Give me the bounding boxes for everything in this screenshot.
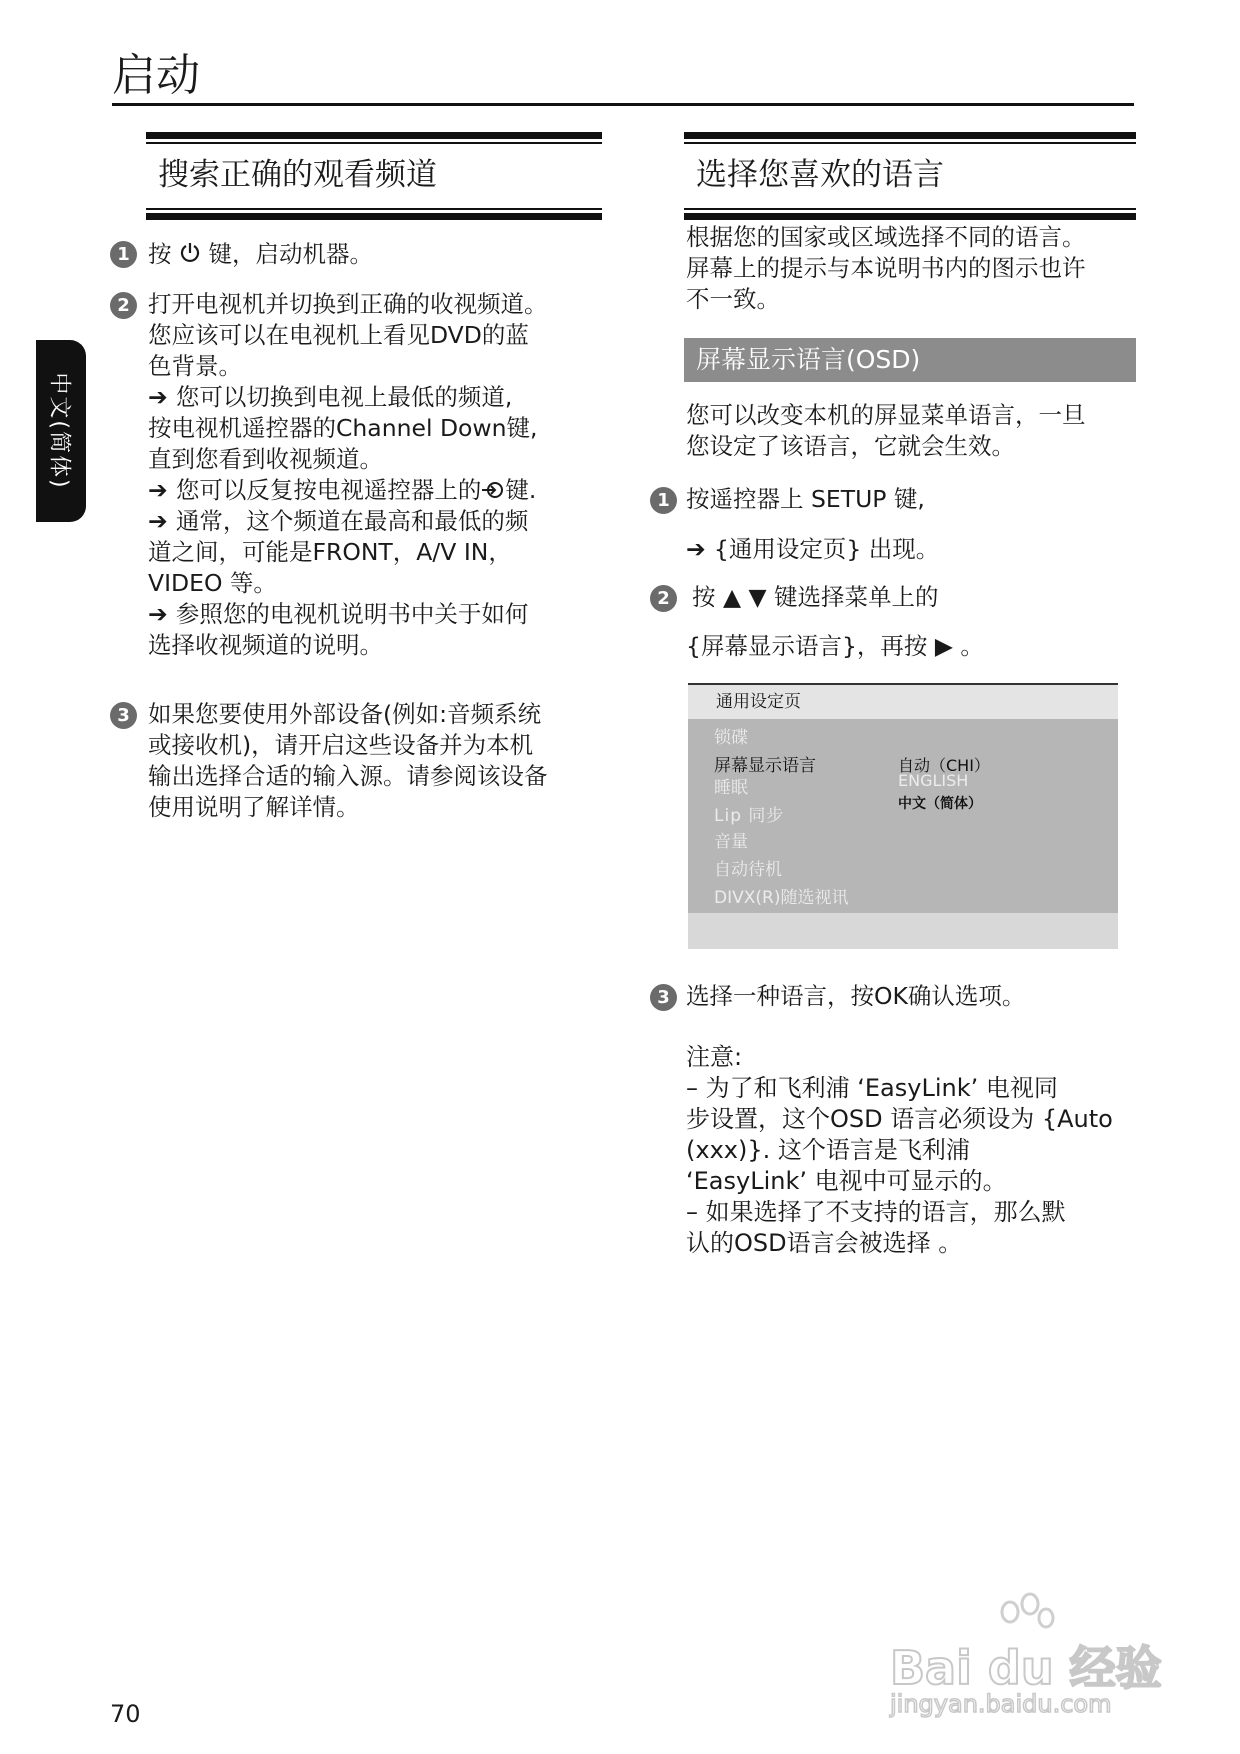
step-number-1: 1 <box>650 487 677 514</box>
language-side-tab-label: 中文(简体) <box>46 372 72 490</box>
title-rule <box>112 103 1134 106</box>
step-number-2: 2 <box>650 585 677 612</box>
language-side-tab <box>36 340 86 522</box>
left-step-2-line: 色背景。 <box>148 352 242 380</box>
note-line: 认的OSD语言会被选择 。 <box>686 1229 963 1257</box>
osd-menu-header <box>688 685 1118 719</box>
left-step-2 <box>148 289 548 661</box>
right-step-1-result-text: {通用设定页} 出现。 <box>713 535 940 563</box>
arrow-note-line: 道之间，可能是FRONT，A/V IN， <box>148 538 512 566</box>
arrow-icon: ➔ <box>148 600 176 628</box>
baidu-watermark <box>890 1612 1190 1722</box>
arrow-note-line: 参照您的电视机说明书中关于如何 <box>175 600 529 628</box>
right-step-2-line2: {屏幕显示语言}，再按 ▶ 。 <box>686 632 984 660</box>
note-line: – 如果选择了不支持的语言，那么默 <box>686 1198 1066 1226</box>
left-section-title: 搜索正确的观看频道 <box>158 157 437 193</box>
left-step-2-line: 您应该可以在电视机上看见DVD的蓝 <box>148 321 529 349</box>
osd-menu-item[interactable]: 睡眠 <box>714 778 748 798</box>
arrow-note-1 <box>148 382 548 413</box>
heading-rule-top <box>684 132 1136 139</box>
osd-intro-line: 您设定了该语言，它就会生效。 <box>686 432 1015 460</box>
right-intro <box>686 222 1086 315</box>
osd-menu-body <box>688 719 1118 913</box>
arrow-icon: ➔ <box>686 535 714 563</box>
osd-menu-item[interactable]: 音量 <box>714 832 748 852</box>
osd-intro-line: 您可以改变本机的屏显菜单语言，一旦 <box>686 401 1086 429</box>
step-number-2: 2 <box>110 292 137 319</box>
arrow-note-line: 通常，这个频道在最高和最低的频 <box>175 507 529 535</box>
right-section-title: 选择您喜欢的语言 <box>696 157 944 193</box>
step-number-3: 3 <box>110 702 137 729</box>
osd-option[interactable]: 自动（CHI） <box>898 756 990 775</box>
arrow-note-line: 直到您看到收视频道。 <box>148 445 383 473</box>
step-number-3: 3 <box>650 984 677 1011</box>
heading-rule-thin-bottom <box>146 208 602 210</box>
note-line: 步设置，这个OSD 语言必须设为 {Auto <box>686 1105 1113 1133</box>
osd-menu-header-label: 通用设定页 <box>716 692 801 712</box>
right-step-1-result <box>686 534 939 565</box>
heading-rule-thin <box>684 142 1136 144</box>
osd-menu-item[interactable]: Lip 同步 <box>714 806 785 826</box>
note-block <box>686 1042 1113 1259</box>
osd-menu <box>688 683 1118 949</box>
note-line: ‘EasyLink’ 电视中可显示的。 <box>686 1167 1007 1195</box>
step-number-1: 1 <box>110 241 137 268</box>
heading-rule-thin <box>146 142 602 144</box>
osd-menu-item[interactable]: DIVX(R)随选视讯 <box>714 888 849 908</box>
right-step-1: 按遥控器上 SETUP 键, <box>686 485 925 513</box>
osd-menu-item[interactable]: 自动待机 <box>714 860 782 880</box>
right-step-2-line1: 按 ▲ ▼ 键选择菜单上的 <box>692 583 939 611</box>
osd-option[interactable]: 中文（简体） <box>898 796 982 812</box>
heading-rule-top <box>146 132 602 139</box>
left-step-3-line: 使用说明了解详情。 <box>148 793 360 821</box>
arrow-note-line: 按电视机遥控器的Channel Down键, <box>148 414 538 442</box>
arrow-icon: ➔ <box>148 476 176 504</box>
right-step-3: 选择一种语言，按OK确认选项。 <box>686 982 1026 1010</box>
arrow-note-line: 您可以反复按电视遥控器上的 <box>175 476 482 504</box>
left-step-3-line: 输出选择合适的输入源。请参阅该设备 <box>148 762 548 790</box>
osd-subheading-label: 屏幕显示语言(OSD) <box>696 345 921 374</box>
arrow-note-4 <box>148 599 548 630</box>
osd-option[interactable]: ENGLISH <box>898 771 969 790</box>
osd-menu-item-selected[interactable]: 屏幕显示语言 <box>714 756 816 776</box>
right-intro-line: 根据您的国家或区域选择不同的语言。 <box>686 223 1086 251</box>
arrow-note-2 <box>148 475 548 506</box>
heading-rule-bottom <box>146 213 602 220</box>
power-icon <box>179 241 201 265</box>
left-step-3-line: 如果您要使用外部设备(例如:音频系统 <box>148 700 542 728</box>
osd-subheading <box>684 338 1136 382</box>
left-step-3 <box>148 699 548 823</box>
arrow-icon: ➔ <box>148 383 176 411</box>
baidu-watermark-url: jingyan.baidu.com <box>890 1690 1112 1718</box>
right-section-heading <box>684 132 1136 220</box>
left-step-1 <box>148 239 373 270</box>
right-intro-line: 屏幕上的提示与本说明书内的图示也许 <box>686 254 1086 282</box>
heading-rule-thin-bottom <box>684 208 1136 210</box>
left-step-3-line: 或接收机)，请开启这些设备并为本机 <box>148 731 534 759</box>
note-line: – 为了和飞利浦 ‘EasyLink’ 电视同 <box>686 1074 1058 1102</box>
baidu-watermark-brand: Bai du 经验 <box>890 1641 1162 1695</box>
arrow-note-line: 您可以切换到电视上最低的频道, <box>175 383 513 411</box>
arrow-note-line: VIDEO 等。 <box>148 569 277 597</box>
arrow-icon: ➔ <box>148 507 176 535</box>
note-title: 注意: <box>686 1043 743 1071</box>
note-line: (xxx)}. 这个语言是飞利浦 <box>686 1136 970 1164</box>
heading-rule-bottom <box>684 213 1136 220</box>
page-title: 启动 <box>112 50 200 101</box>
osd-menu-footer <box>688 913 1118 949</box>
left-step-1-pre: 按 <box>148 240 172 268</box>
arrow-note-3 <box>148 506 548 537</box>
page-number: 70 <box>110 1700 141 1728</box>
arrow-note-line: 选择收视频道的说明。 <box>148 631 383 659</box>
osd-menu-item[interactable]: 锁碟 <box>714 728 748 748</box>
left-step-1-post: 键，启动机器。 <box>208 240 373 268</box>
left-section-heading <box>146 132 602 220</box>
left-step-2-line: 打开电视机并切换到正确的收视频道。 <box>148 290 548 318</box>
input-source-icon <box>481 480 505 500</box>
right-intro-line: 不一致。 <box>686 285 780 313</box>
arrow-note-line: 键. <box>505 476 537 504</box>
osd-intro <box>686 400 1086 462</box>
